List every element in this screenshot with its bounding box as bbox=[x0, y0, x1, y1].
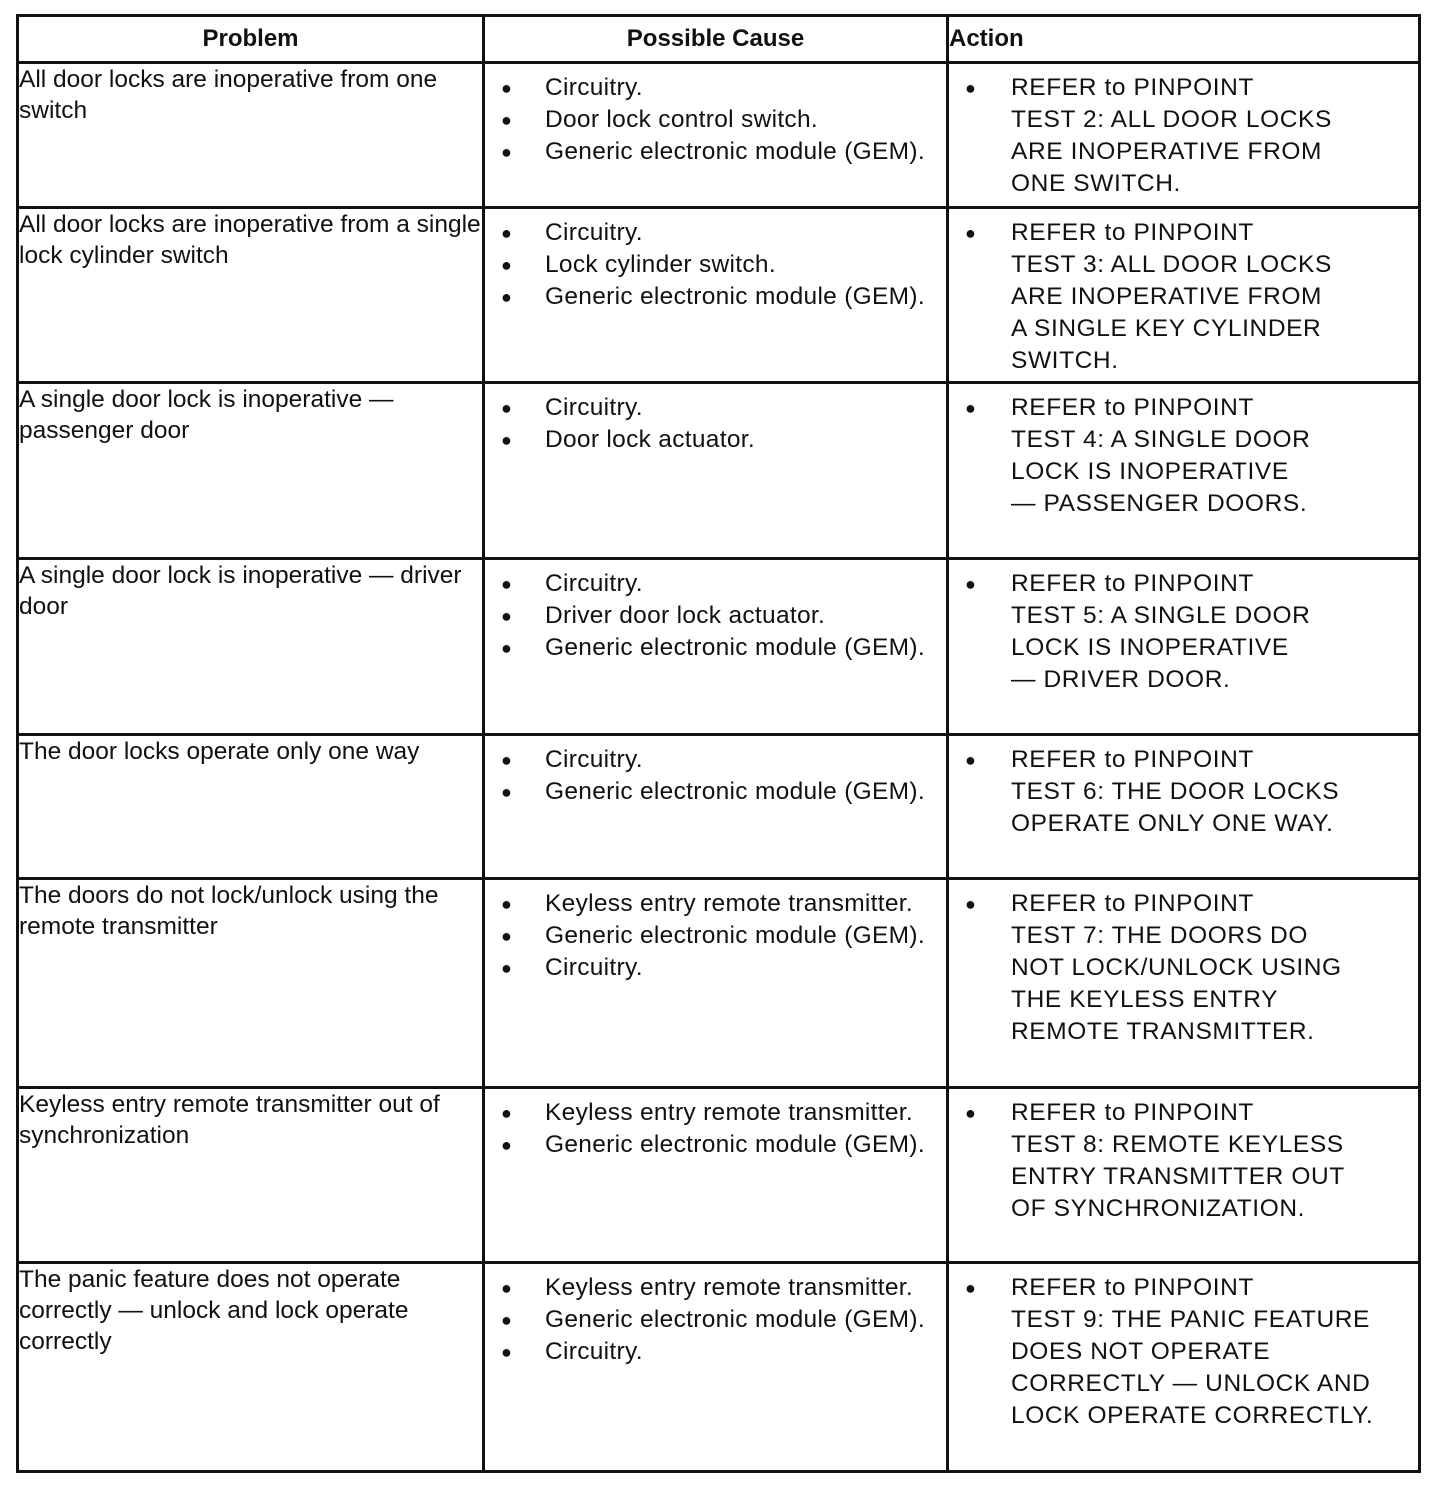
action-text-line: TEST 7: THE DOORS DO bbox=[1011, 922, 1308, 949]
action-text-line: ENTRY TRANSMITTER OUT bbox=[1011, 1163, 1345, 1190]
cause-item bbox=[495, 281, 940, 313]
action-list bbox=[949, 1264, 1418, 1432]
action-cell bbox=[948, 735, 1420, 879]
action-text-line: CORRECTLY — UNLOCK AND bbox=[1011, 1370, 1371, 1397]
cause-text: Keyless entry remote transmitter. bbox=[545, 1274, 913, 1301]
action-item bbox=[959, 392, 1412, 520]
cause-list bbox=[485, 384, 946, 456]
action-item bbox=[959, 568, 1412, 696]
action-text-line: TEST 2: ALL DOOR LOCKS bbox=[1011, 106, 1332, 133]
cause-list bbox=[485, 64, 946, 168]
problem-cell: The doors do not lock/unlock using the remote transmitter bbox=[18, 879, 484, 1088]
action-text-line: — PASSENGER DOORS. bbox=[1011, 490, 1308, 517]
table-row bbox=[18, 208, 1420, 383]
bullet-icon: ● bbox=[501, 1342, 513, 1362]
cause-text: Keyless entry remote transmitter. bbox=[545, 1099, 913, 1126]
action-text-line: NOT LOCK/UNLOCK USING bbox=[1011, 954, 1342, 981]
action-text-line: REFER to PINPOINT bbox=[1011, 746, 1254, 773]
bullet-icon: ● bbox=[501, 430, 513, 450]
action-list bbox=[949, 64, 1418, 200]
problem-cell: Keyless entry remote transmitter out of synchronization bbox=[18, 1088, 484, 1263]
action-item bbox=[959, 72, 1412, 200]
action-cell bbox=[948, 383, 1420, 559]
action-text-line: THE KEYLESS ENTRY bbox=[1011, 986, 1279, 1013]
possible-cause-cell bbox=[484, 559, 948, 735]
diagnosis-table-sheet bbox=[16, 14, 1418, 1473]
bullet-icon: ● bbox=[501, 78, 513, 98]
cause-item bbox=[495, 568, 940, 600]
action-item bbox=[959, 217, 1412, 377]
action-list bbox=[949, 209, 1418, 377]
cause-text: Circuitry. bbox=[545, 954, 643, 981]
action-cell bbox=[948, 208, 1420, 383]
bullet-icon: ● bbox=[501, 398, 513, 418]
problem-cell: The door locks operate only one way bbox=[18, 735, 484, 879]
header-row bbox=[18, 16, 1420, 63]
table-row bbox=[18, 735, 1420, 879]
action-text-line: TEST 4: A SINGLE DOOR bbox=[1011, 426, 1311, 453]
cause-item bbox=[495, 600, 940, 632]
cause-text: Circuitry. bbox=[545, 219, 643, 246]
action-text-line: REFER to PINPOINT bbox=[1011, 890, 1254, 917]
bullet-icon: ● bbox=[501, 1135, 513, 1155]
action-text-line: REFER to PINPOINT bbox=[1011, 219, 1254, 246]
action-text-line: TEST 8: REMOTE KEYLESS bbox=[1011, 1131, 1344, 1158]
cause-text: Generic electronic module (GEM). bbox=[545, 1306, 925, 1333]
problem-cell: A single door lock is inoperative — driver door bbox=[18, 559, 484, 735]
action-list bbox=[949, 880, 1418, 1048]
possible-cause-cell bbox=[484, 208, 948, 383]
bullet-icon: ● bbox=[965, 574, 977, 594]
header-problem: Problem bbox=[18, 16, 484, 63]
table-row bbox=[18, 1088, 1420, 1263]
action-cell bbox=[948, 1088, 1420, 1263]
table-row bbox=[18, 63, 1420, 208]
cause-item bbox=[495, 1304, 940, 1336]
bullet-icon: ● bbox=[501, 894, 513, 914]
table-row bbox=[18, 879, 1420, 1088]
cause-item bbox=[495, 776, 940, 808]
possible-cause-cell bbox=[484, 1263, 948, 1472]
bullet-icon: ● bbox=[965, 750, 977, 770]
action-text-line: ARE INOPERATIVE FROM bbox=[1011, 283, 1323, 310]
cause-list bbox=[485, 736, 946, 808]
possible-cause-cell bbox=[484, 735, 948, 879]
action-item bbox=[959, 888, 1412, 1048]
bullet-icon: ● bbox=[501, 574, 513, 594]
cause-text: Generic electronic module (GEM). bbox=[545, 1131, 925, 1158]
cause-item bbox=[495, 424, 940, 456]
cause-text: Generic electronic module (GEM). bbox=[545, 778, 925, 805]
cause-text: Generic electronic module (GEM). bbox=[545, 138, 925, 165]
problem-cell: All door locks are inoperative from a single lock cylinder switch bbox=[18, 208, 484, 383]
action-text-line: OF SYNCHRONIZATION. bbox=[1011, 1195, 1306, 1222]
action-list bbox=[949, 560, 1418, 696]
bullet-icon: ● bbox=[501, 606, 513, 626]
problem-cell: The panic feature does not operate correctly — unlock and lock operate correctly bbox=[18, 1263, 484, 1472]
bullet-icon: ● bbox=[501, 926, 513, 946]
action-cell bbox=[948, 559, 1420, 735]
cause-text: Lock cylinder switch. bbox=[545, 251, 776, 278]
cause-item bbox=[495, 104, 940, 136]
cause-text: Door lock actuator. bbox=[545, 426, 755, 453]
action-item bbox=[959, 1272, 1412, 1432]
action-text-line: REMOTE TRANSMITTER. bbox=[1011, 1018, 1315, 1045]
possible-cause-cell bbox=[484, 383, 948, 559]
action-cell bbox=[948, 63, 1420, 208]
action-text-line: A SINGLE KEY CYLINDER bbox=[1011, 315, 1322, 342]
table-row bbox=[18, 383, 1420, 559]
problem-cell: A single door lock is inoperative — passenger door bbox=[18, 383, 484, 559]
action-list bbox=[949, 384, 1418, 520]
cause-text: Door lock control switch. bbox=[545, 106, 819, 133]
cause-list bbox=[485, 209, 946, 313]
action-item bbox=[959, 744, 1412, 840]
action-text-line: OPERATE ONLY ONE WAY. bbox=[1011, 810, 1334, 837]
action-list bbox=[949, 1089, 1418, 1225]
cause-item bbox=[495, 1129, 940, 1161]
cause-item bbox=[495, 392, 940, 424]
action-text-line: REFER to PINPOINT bbox=[1011, 394, 1254, 421]
header-possible-cause: Possible Cause bbox=[484, 16, 948, 63]
cause-item bbox=[495, 217, 940, 249]
cause-list bbox=[485, 880, 946, 984]
cause-text: Circuitry. bbox=[545, 74, 643, 101]
action-text-line: TEST 3: ALL DOOR LOCKS bbox=[1011, 251, 1332, 278]
cause-text: Circuitry. bbox=[545, 394, 643, 421]
cause-text: Circuitry. bbox=[545, 1338, 643, 1365]
action-text-line: REFER to PINPOINT bbox=[1011, 74, 1254, 101]
action-text-line: ARE INOPERATIVE FROM bbox=[1011, 138, 1323, 165]
action-text-line: TEST 5: A SINGLE DOOR bbox=[1011, 602, 1311, 629]
symptom-chart-table bbox=[16, 14, 1421, 1473]
bullet-icon: ● bbox=[501, 255, 513, 275]
action-text-line: — DRIVER DOOR. bbox=[1011, 666, 1231, 693]
action-list bbox=[949, 736, 1418, 840]
cause-text: Keyless entry remote transmitter. bbox=[545, 890, 913, 917]
bullet-icon: ● bbox=[965, 894, 977, 914]
action-text-line: SWITCH. bbox=[1011, 347, 1119, 374]
cause-item bbox=[495, 920, 940, 952]
action-item bbox=[959, 1097, 1412, 1225]
action-text-line: REFER to PINPOINT bbox=[1011, 1099, 1254, 1126]
bullet-icon: ● bbox=[501, 1278, 513, 1298]
possible-cause-cell bbox=[484, 1088, 948, 1263]
cause-list bbox=[485, 1264, 946, 1368]
possible-cause-cell bbox=[484, 63, 948, 208]
action-text-line: TEST 6: THE DOOR LOCKS bbox=[1011, 778, 1340, 805]
cause-text: Circuitry. bbox=[545, 746, 643, 773]
cause-item bbox=[495, 1336, 940, 1368]
cause-item bbox=[495, 744, 940, 776]
bullet-icon: ● bbox=[501, 110, 513, 130]
bullet-icon: ● bbox=[501, 1103, 513, 1123]
cause-item bbox=[495, 1272, 940, 1304]
bullet-icon: ● bbox=[501, 782, 513, 802]
action-text-line: LOCK OPERATE CORRECTLY. bbox=[1011, 1402, 1374, 1429]
cause-list bbox=[485, 1089, 946, 1161]
bullet-icon: ● bbox=[965, 1278, 977, 1298]
bullet-icon: ● bbox=[501, 958, 513, 978]
action-cell bbox=[948, 1263, 1420, 1472]
bullet-icon: ● bbox=[965, 78, 977, 98]
bullet-icon: ● bbox=[501, 1310, 513, 1330]
cause-text: Generic electronic module (GEM). bbox=[545, 922, 925, 949]
bullet-icon: ● bbox=[965, 1103, 977, 1123]
action-text-line: REFER to PINPOINT bbox=[1011, 570, 1254, 597]
cause-text: Circuitry. bbox=[545, 570, 643, 597]
action-text-line: LOCK IS INOPERATIVE bbox=[1011, 458, 1289, 485]
cause-item bbox=[495, 249, 940, 281]
table-body bbox=[18, 63, 1420, 1472]
cause-item bbox=[495, 136, 940, 168]
cause-item bbox=[495, 72, 940, 104]
bullet-icon: ● bbox=[501, 223, 513, 243]
bullet-icon: ● bbox=[965, 398, 977, 418]
action-text-line: LOCK IS INOPERATIVE bbox=[1011, 634, 1289, 661]
bullet-icon: ● bbox=[501, 638, 513, 658]
table-row bbox=[18, 1263, 1420, 1472]
bullet-icon: ● bbox=[501, 142, 513, 162]
problem-cell: All door locks are inoperative from one switch bbox=[18, 63, 484, 208]
cause-item bbox=[495, 888, 940, 920]
table-row bbox=[18, 559, 1420, 735]
bullet-icon: ● bbox=[965, 223, 977, 243]
action-cell bbox=[948, 879, 1420, 1088]
action-text-line: TEST 9: THE PANIC FEATURE bbox=[1011, 1306, 1370, 1333]
cause-text: Generic electronic module (GEM). bbox=[545, 634, 925, 661]
cause-text: Driver door lock actuator. bbox=[545, 602, 826, 629]
cause-list bbox=[485, 560, 946, 664]
cause-item bbox=[495, 632, 940, 664]
cause-item bbox=[495, 952, 940, 984]
bullet-icon: ● bbox=[501, 750, 513, 770]
cause-text: Generic electronic module (GEM). bbox=[545, 283, 925, 310]
possible-cause-cell bbox=[484, 879, 948, 1088]
header-action: Action bbox=[948, 16, 1420, 63]
action-text-line: ONE SWITCH. bbox=[1011, 170, 1181, 197]
action-text-line: DOES NOT OPERATE bbox=[1011, 1338, 1271, 1365]
action-text-line: REFER to PINPOINT bbox=[1011, 1274, 1254, 1301]
cause-item bbox=[495, 1097, 940, 1129]
bullet-icon: ● bbox=[501, 287, 513, 307]
